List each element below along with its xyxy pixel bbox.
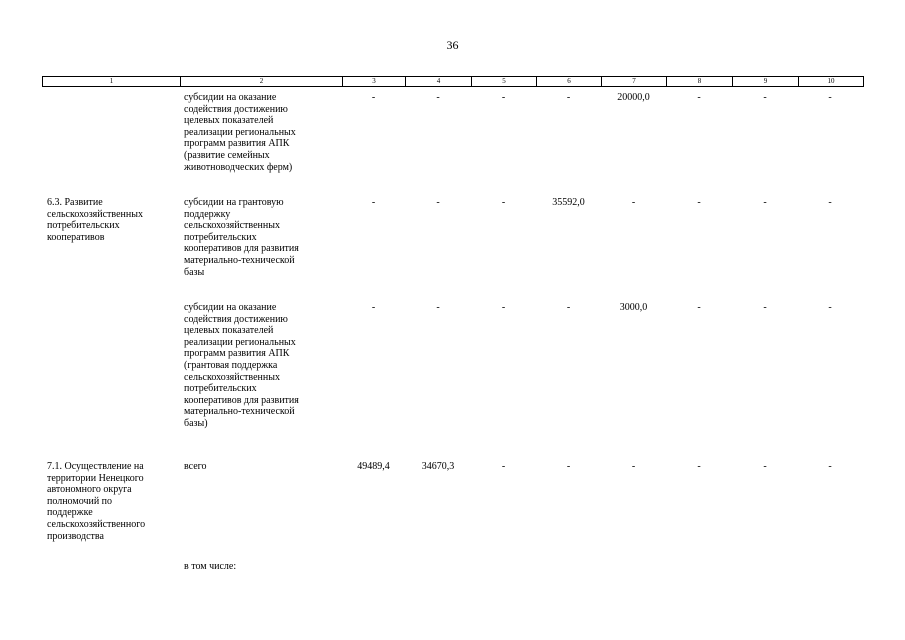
cell-col4: 34670,3 bbox=[421, 461, 455, 472]
cell-col6: - bbox=[566, 461, 571, 472]
cell-col9: - bbox=[763, 461, 767, 472]
cell-col7: 3000,0 bbox=[619, 302, 648, 313]
cell-col6: - bbox=[566, 302, 571, 313]
column-header-2: 2 bbox=[181, 77, 343, 86]
row-description: в том числе: bbox=[184, 561, 237, 572]
column-header-7: 7 bbox=[602, 77, 667, 86]
cell-col7: 20000,0 bbox=[617, 92, 650, 103]
cell-col6: 35592,0 bbox=[552, 197, 585, 208]
cell-col10: - bbox=[828, 197, 832, 208]
page-number: 36 bbox=[446, 38, 459, 52]
cell-col9: - bbox=[763, 197, 767, 208]
column-header-10: 10 bbox=[827, 77, 835, 85]
row-description: субсидии на оказание содействия достижению целевых показателей реализации региональных программ развития АПК (развитие семейных животноводческих ферм) bbox=[184, 92, 296, 173]
row-description: субсидии на грантовую поддержку сельскохозяйственных потребительских кооперативов для развития материально-технической базы bbox=[184, 197, 299, 278]
table-header-row bbox=[42, 76, 864, 87]
cell-col5: - bbox=[501, 92, 506, 103]
cell-col4: - bbox=[436, 302, 440, 313]
row-title: 6.3. Развитие сельскохозяйственных потребительских кооперативов bbox=[47, 197, 143, 243]
cell-col4: - bbox=[436, 92, 440, 103]
cell-col3: 49489,4 bbox=[357, 461, 390, 472]
row-title: 7.1. Осуществление на территории Ненецкого автономного округа полномочий по поддержке сельскохозяйственного производства bbox=[47, 461, 146, 542]
cell-col5: - bbox=[501, 461, 506, 472]
cell-col10: - bbox=[828, 461, 832, 472]
cell-col7: - bbox=[631, 461, 636, 472]
column-header-8: 8 bbox=[667, 77, 733, 86]
row-description: субсидии на оказание содействия достижению целевых показателей реализации региональных программ развития АПК (грантовая поддержка сельскохозяйственных потребительских кооперативов для развития материально-технической базы) bbox=[184, 302, 299, 429]
cell-col10: - bbox=[828, 92, 832, 103]
cell-col8: - bbox=[697, 461, 701, 472]
cell-col3: - bbox=[371, 197, 376, 208]
cell-col6: - bbox=[566, 92, 571, 103]
cell-col8: - bbox=[697, 302, 701, 313]
column-header-1: 1 bbox=[43, 77, 181, 86]
cell-col10: - bbox=[828, 302, 832, 313]
cell-col8: - bbox=[697, 92, 701, 103]
column-header-3: 3 bbox=[343, 77, 406, 86]
cell-col8: - bbox=[697, 197, 701, 208]
cell-col3: - bbox=[371, 302, 376, 313]
column-header-4: 4 bbox=[406, 77, 472, 86]
column-header-9: 9 bbox=[733, 77, 799, 86]
cell-col5: - bbox=[501, 302, 506, 313]
cell-col9: - bbox=[763, 92, 767, 103]
cell-col7: - bbox=[631, 197, 636, 208]
column-header-5: 5 bbox=[472, 77, 537, 86]
cell-col3: - bbox=[371, 92, 376, 103]
row-description: всего bbox=[184, 461, 207, 472]
column-header-6: 6 bbox=[537, 77, 602, 86]
cell-col4: - bbox=[436, 197, 440, 208]
cell-col5: - bbox=[501, 197, 506, 208]
cell-col9: - bbox=[763, 302, 767, 313]
